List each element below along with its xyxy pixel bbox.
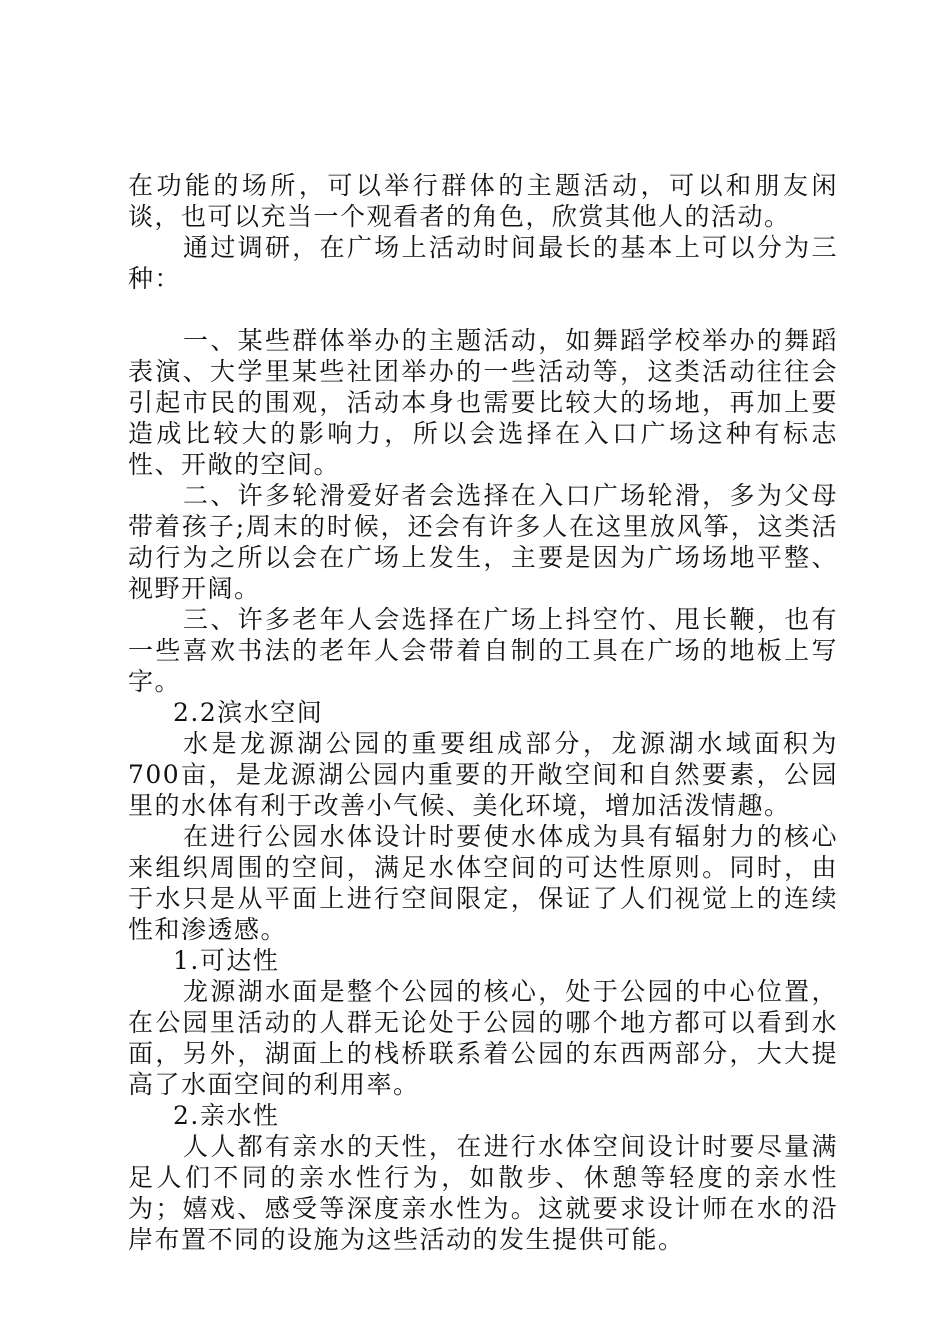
paragraph-activity-one: 一、某些群体举办的主题活动，如舞蹈学校举办的舞蹈表演、大学里某些社团举办的一些活动等，这类活动往往会引起市民的围观，活动本身也需要比较大的场地，再加上要造成比较大的影响力，所以会选择在入口广场这种有标志性、开敞的空间。 (128, 326, 838, 479)
subheading-water-affinity: 2.亲水性 (173, 1101, 280, 1130)
document-body (128, 170, 838, 1255)
paragraph-activity-three: 三、许多老年人会选择在广场上抖空竹、甩长鞭，也有一些喜欢书法的老年人会带着自制的工具在广场的地板上写字。 (128, 605, 838, 696)
section-heading-waterfront: 2.2滨水空间 (173, 698, 324, 727)
paragraph-continuation: 在功能的场所，可以举行群体的主题活动，可以和朋友闲谈，也可以充当一个观看者的角色，欣赏其他人的活动。 (128, 171, 838, 231)
paragraph-survey-intro: 通过调研，在广场上活动时间最长的基本上可以分为三种： (128, 233, 838, 293)
paragraph-water-affinity: 人人都有亲水的天性，在进行水体空间设计时要尽量满足人们不同的亲水性行为，如散步、休憩等轻度的亲水性为；嬉戏、感受等深度亲水性为。这就要求设计师在水的沿岸布置不同的设施为这些活动的发生提供可能。 (128, 1132, 838, 1254)
paragraph-water-design: 在进行公园水体设计时要使水体成为具有辐射力的核心来组织周围的空间，满足水体空间的可达性原则。同时，由于水只是从平面上进行空间限定，保证了人们视觉上的连续性和渗透感。 (128, 822, 838, 944)
paragraph-activity-two: 二、许多轮滑爱好者会选择在入口广场轮滑，多为父母带着孩子;周末的时候，还会有许多人在这里放风筝，这类活动行为之所以会在广场上发生，主要是因为广场场地平整、视野开阔。 (128, 481, 838, 603)
paragraph-accessibility: 龙源湖水面是整个公园的核心，处于公园的中心位置，在公园里活动的人群无论处于公园的哪个地方都可以看到水面，另外，湖面上的栈桥联系着公园的东西两部分，大大提高了水面空间的利用率。 (128, 977, 838, 1099)
subheading-accessibility: 1.可达性 (173, 946, 280, 975)
paragraph-water-importance: 水是龙源湖公园的重要组成部分，龙源湖水域面积为700亩，是龙源湖公园内重要的开敞空间和自然要素，公园里的水体有利于改善小气候、美化环境，增加活泼情趣。 (128, 729, 838, 820)
